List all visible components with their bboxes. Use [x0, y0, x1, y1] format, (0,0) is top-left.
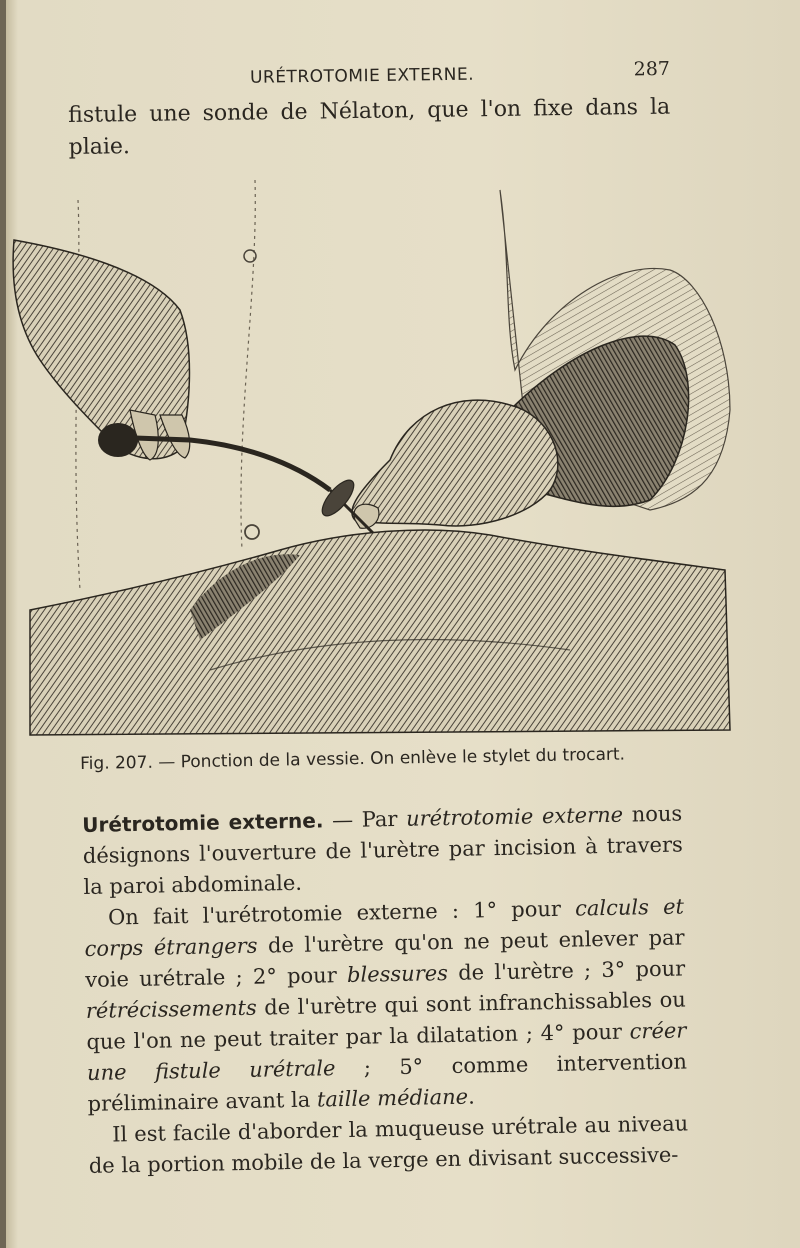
gown-outline-center — [241, 180, 255, 550]
patient-abdomen — [30, 530, 730, 735]
indications-i1: calculs et corps étrangers — [84, 894, 685, 961]
section-heading: Urétrotomie externe. — [82, 808, 324, 837]
indications-i3: rétrécissements — [85, 995, 257, 1023]
figure-caption: Fig. 207. — Ponction de la vessie. On enlève le stylet du trocart. — [80, 744, 626, 774]
page-number: 287 — [633, 57, 671, 81]
figure-illustration — [10, 170, 740, 750]
indications-i5: taille médiane — [316, 1084, 469, 1112]
indications-s3: de l'urètre ; 3° pour — [447, 956, 686, 986]
page-binding-edge — [0, 0, 6, 1248]
paragraph-indications — [84, 891, 688, 1119]
continued-paragraph: fistule une sonde de Nélaton, que l'on fixe dans la plaie. — [68, 94, 671, 160]
paragraph-definition — [82, 798, 684, 903]
definition-text-c: nous désignons l'ouverture de l'urètre par incision à travers la paroi abdominale. — [82, 801, 684, 899]
engraving-illustration — [10, 170, 740, 750]
running-title: URÉTROTOMIE EXTERNE. — [249, 64, 475, 88]
hand-left — [13, 240, 189, 459]
definition-text-a: — Par — [323, 806, 407, 833]
hand-right — [352, 400, 558, 526]
body-text — [82, 798, 689, 1181]
trocar-handle — [98, 423, 138, 457]
indications-s6: . — [467, 1084, 476, 1109]
gown-button-2 — [245, 525, 259, 539]
indications-s2: de l'urètre qu'on ne peut enlever par voie urétrale ; 2° pour — [85, 925, 685, 992]
indications-s1: On fait l'urétrotomie externe : 1° pour — [107, 896, 576, 930]
running-head — [80, 58, 670, 96]
indications-s5: ; 5° comme intervention préliminaire avant la — [87, 1049, 688, 1116]
indications-s4: de l'urètre qui sont infranchissables ou que l'on ne peut traiter par la dilatation ; 4° pour — [86, 987, 686, 1054]
paragraph-approach: Il est facile d'aborder la muqueuse urétrale au niveau de la portion mobile de la verge en divisant successive- — [88, 1111, 689, 1178]
definition-term: urétrotomie externe — [405, 802, 624, 831]
gown-button-1 — [244, 250, 256, 262]
indications-i4: créer une fistule urétrale — [86, 1018, 687, 1085]
indications-i2: blessures — [346, 961, 449, 987]
